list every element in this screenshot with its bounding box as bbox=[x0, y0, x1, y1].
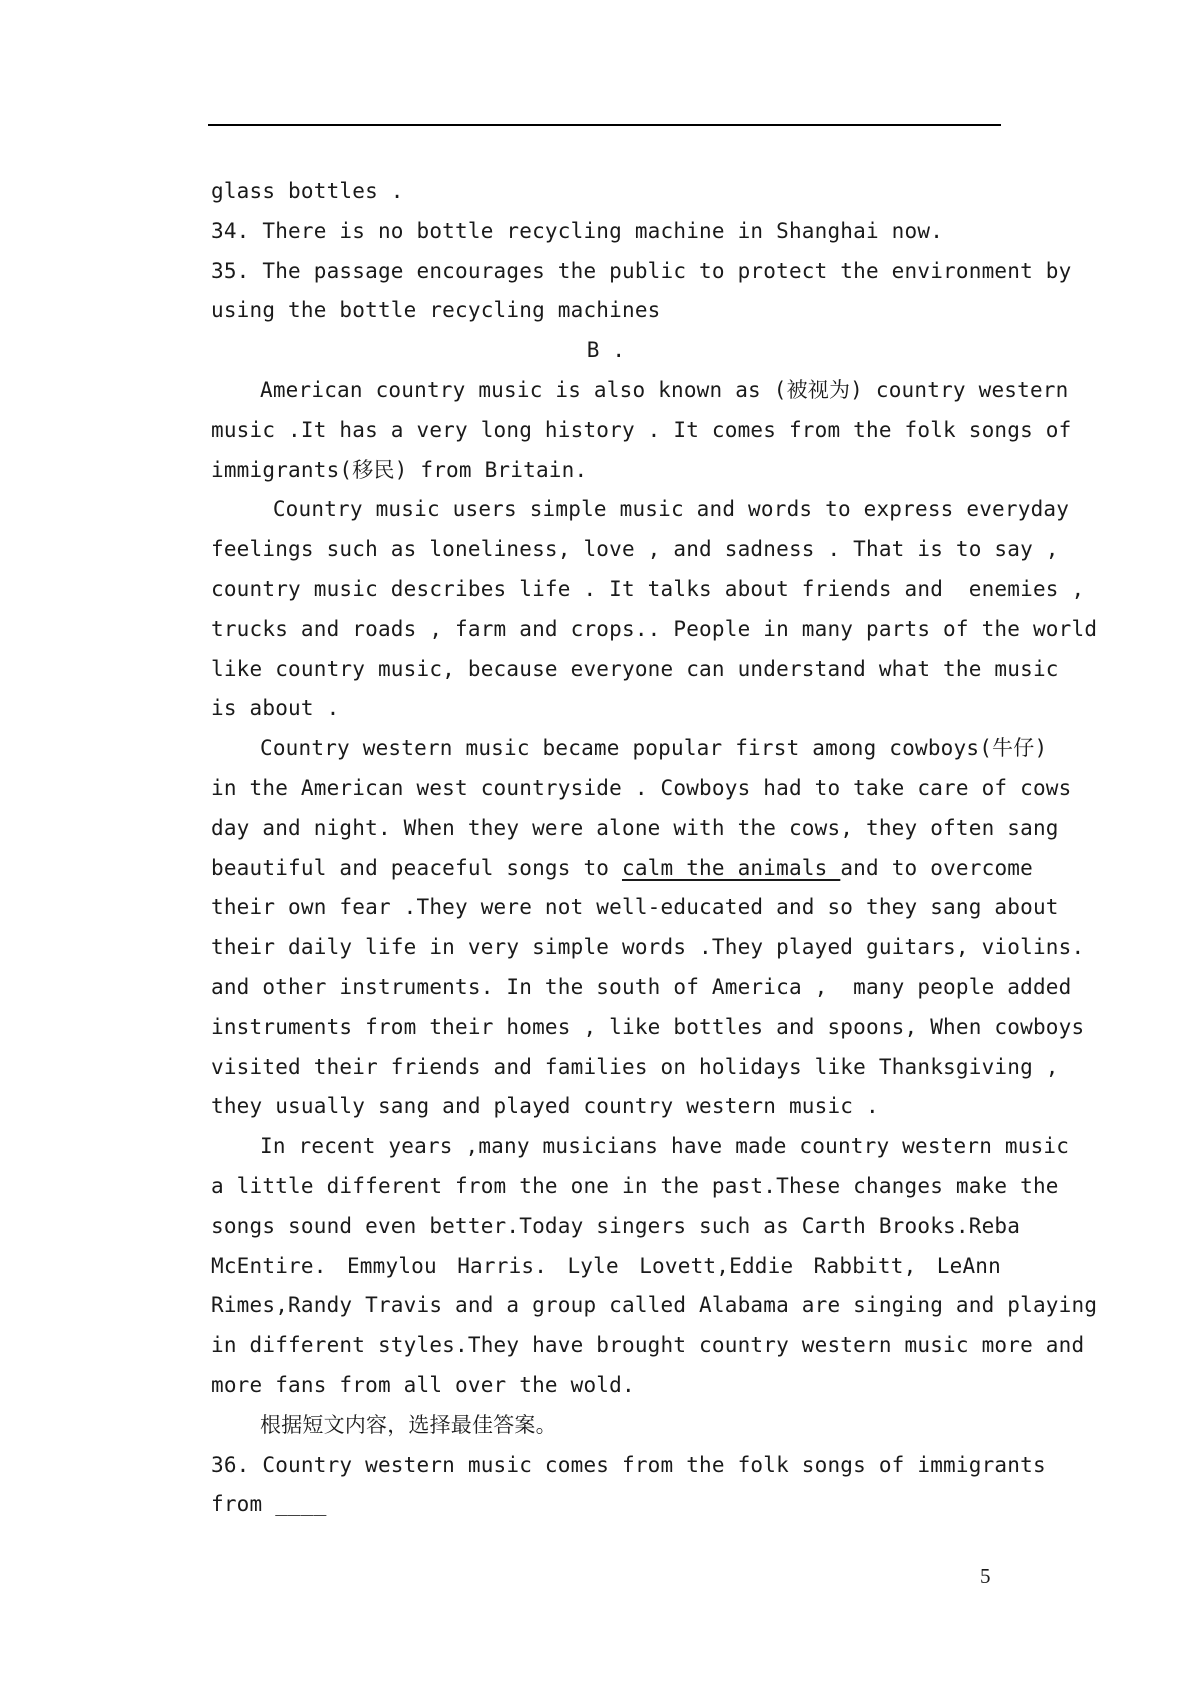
paragraph-4-line: a little different from the one in the past.These changes make the bbox=[211, 1173, 1059, 1198]
paragraph-4-line: songs sound even better.Today singers such as Carth Brooks.Reba bbox=[211, 1213, 1021, 1238]
underlined-phrase: calm the animals bbox=[621, 855, 841, 880]
statement-34: 34. There is no bottle recycling machine in Shanghai now. bbox=[211, 218, 944, 243]
paragraph-2-line: Country music users simple music and words to express everyday bbox=[260, 497, 1070, 522]
question-36: 36. Country western music comes from the folk songs of immigrants bbox=[211, 1452, 1046, 1477]
page-number: 5 bbox=[980, 1564, 991, 1588]
paragraph-3-line: Country western music became popular first among cowboys(牛仔) bbox=[260, 736, 1048, 761]
paragraph-1-line: American country music is also known as (被视为) country western bbox=[260, 377, 1069, 402]
paragraph-4-line: Rimes,Randy Travis and a group called Alabama are singing and playing bbox=[211, 1293, 1098, 1318]
statement-35: 35. The passage encourages the public to protect the environment by bbox=[211, 258, 1072, 283]
paragraph-4-line: in different styles.They have brought country western music more and bbox=[211, 1333, 1085, 1358]
paragraph-1-line: immigrants(移民) from Britain. bbox=[211, 457, 588, 482]
text-segment: beautiful and peaceful songs to bbox=[211, 855, 622, 880]
paragraph-1-line: music .It has a very long history . It comes from the folk songs of bbox=[211, 417, 1072, 442]
text-line: using the bottle recycling machines bbox=[211, 298, 661, 323]
paragraph-3-line: day and night. When they were alone with the cows, they often sang bbox=[211, 815, 1059, 840]
paragraph-2-line: like country music, because everyone can understand what the music bbox=[211, 656, 1059, 681]
section-heading: B . bbox=[586, 338, 626, 363]
document-body bbox=[211, 172, 1098, 1525]
paragraph-3-line: and other instruments. In the south of America , many people added bbox=[211, 974, 1072, 999]
paragraph-4-line: McEntire. Emmylou Harris. Lyle Lovett,Eddie Rabbitt, LeAnn bbox=[211, 1253, 1001, 1278]
paragraph-2-line: country music describes life . It talks about friends and enemies , bbox=[211, 576, 1085, 601]
paragraph-3-line: instruments from their homes , like bottles and spoons, When cowboys bbox=[211, 1014, 1085, 1039]
instruction: 根据短文内容，选择最佳答案。 bbox=[260, 1412, 557, 1437]
question-36-blank: from ____ bbox=[211, 1492, 327, 1517]
paragraph-3-line bbox=[211, 849, 1033, 889]
paragraph-3-line: their daily life in very simple words .They played guitars, violins. bbox=[211, 935, 1085, 960]
paragraph-3-line: visited their friends and families on holidays like Thanksgiving , bbox=[211, 1054, 1059, 1079]
paragraph-2-line: trucks and roads , farm and crops.. People in many parts of the world bbox=[211, 616, 1098, 641]
header-rule bbox=[208, 124, 1001, 126]
paragraph-4-line: more fans from all over the wold. bbox=[211, 1372, 635, 1397]
text-segment: and to overcome bbox=[840, 855, 1033, 880]
paragraph-3-line: they usually sang and played country western music . bbox=[211, 1094, 879, 1119]
paragraph-2-line: feelings such as loneliness, love , and sadness . That is to say , bbox=[211, 537, 1059, 562]
paragraph-3-line: their own fear .They were not well-educated and so they sang about bbox=[211, 895, 1059, 920]
paragraph-4-line: In recent years ,many musicians have made country western music bbox=[260, 1134, 1070, 1159]
paragraph-3-line: in the American west countryside . Cowboys had to take care of cows bbox=[211, 775, 1072, 800]
paragraph-2-line: is about . bbox=[211, 696, 340, 721]
text-line: glass bottles . bbox=[211, 179, 404, 203]
